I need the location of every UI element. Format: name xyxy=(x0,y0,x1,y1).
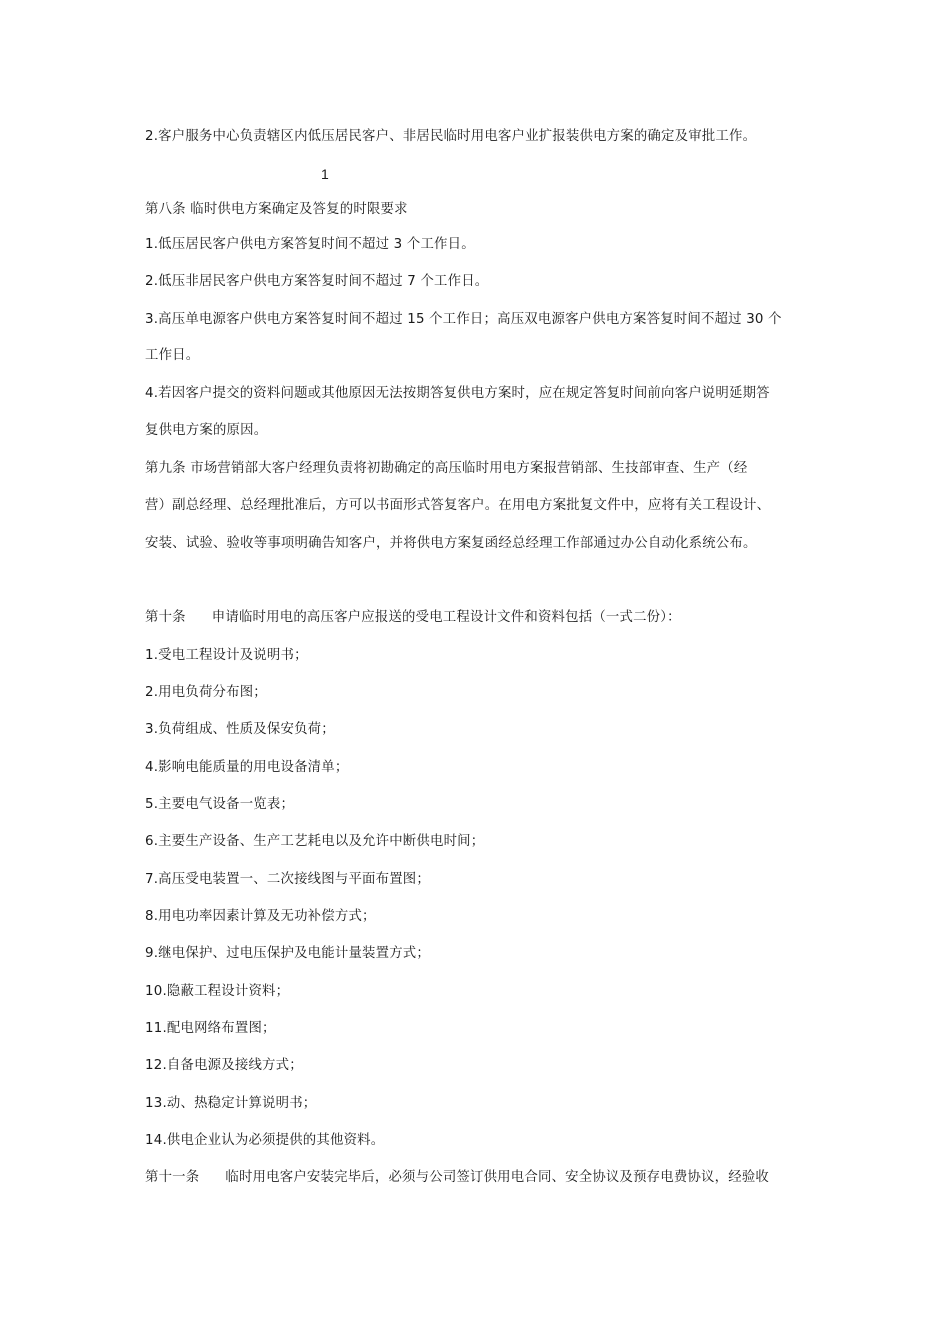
article-11-heading: 第十一条 xyxy=(145,1170,200,1185)
paragraph-line: 工作日。 xyxy=(145,348,200,363)
paragraph-line: 营）副总经理、总经理批准后，方可以书面形式答复客户。在用电方案批复文件中，应将有关工程设计、 xyxy=(145,498,771,513)
list-item: 3.负荷组成、性质及保安负荷； xyxy=(145,722,335,737)
list-item: 13.动、热稳定计算说明书； xyxy=(145,1096,317,1111)
article-9-line: 第九条 市场营销部大客户经理负责将初勘确定的高压临时用电方案报营销部、生技部审查、生产（经 xyxy=(145,461,748,476)
list-item: 6.主要生产设备、生产工艺耗电以及允许中断供电时间； xyxy=(145,834,485,849)
list-item: 2.用电负荷分布图； xyxy=(145,685,267,700)
list-item: 9.继电保护、过电压保护及电能计量装置方式； xyxy=(145,946,430,961)
list-item: 5.主要电气设备一览表； xyxy=(145,797,295,812)
paragraph-line: 4.若因客户提交的资料问题或其他原因无法按期答复供电方案时，应在规定答复时间前向客户说明延期答 xyxy=(145,386,770,401)
paragraph-line: 1.低压居民客户供电方案答复时间不超过 3 个工作日。 xyxy=(145,237,475,252)
article-10-heading: 第十条 xyxy=(145,610,186,625)
article-8-heading: 第八条 临时供电方案确定及答复的时限要求 xyxy=(145,202,408,217)
list-item: 14.供电企业认为必须提供的其他资料。 xyxy=(145,1133,385,1148)
list-item: 7.高压受电装置一、二次接线图与平面布置图； xyxy=(145,872,430,887)
paragraph-line: 安装、试验、验收等事项明确告知客户，并将供电方案复函经总经理工作部通过办公自动化系统公布。 xyxy=(145,536,757,551)
article-11-text: 临时用电客户安装完毕后，必须与公司签订供用电合同、安全协议及预存电费协议，经验收 xyxy=(225,1170,769,1185)
article-10-line xyxy=(145,609,681,627)
paragraph-line: 2.客户服务中心负责辖区内低压居民客户、非居民临时用电客户业扩报装供电方案的确定及审批工作。 xyxy=(145,129,757,144)
article-11-line xyxy=(145,1169,769,1187)
list-item: 10.隐蔽工程设计资料； xyxy=(145,984,290,999)
paragraph-line: 3.高压单电源客户供电方案答复时间不超过 15 个工作日；高压双电源客户供电方案答复时间不超过 30 个 xyxy=(145,312,782,327)
list-item: 1.受电工程设计及说明书； xyxy=(145,648,308,663)
paragraph-line: 复供电方案的原因。 xyxy=(145,423,268,438)
paragraph-line: 2.低压非居民客户供电方案答复时间不超过 7 个工作日。 xyxy=(145,274,489,289)
list-item: 4.影响电能质量的用电设备清单； xyxy=(145,760,349,775)
article-10-text: 申请临时用电的高压客户应报送的受电工程设计文件和资料包括（一式二份）： xyxy=(211,610,681,625)
list-item: 8.用电功率因素计算及无功补偿方式； xyxy=(145,909,376,924)
list-item: 11.配电网络布置图； xyxy=(145,1021,276,1036)
page-number: 1 xyxy=(321,166,329,182)
list-item: 12.自备电源及接线方式； xyxy=(145,1058,303,1073)
